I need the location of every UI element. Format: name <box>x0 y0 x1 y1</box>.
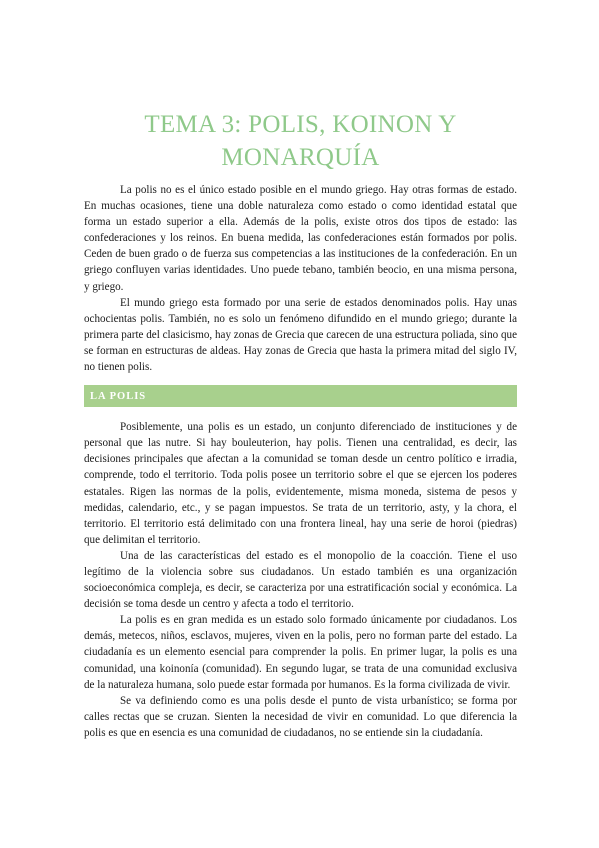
paragraph: Una de las características del estado es el monopolio de la coacción. Tiene el uso legítimo de la violencia sobre sus ciudadanos. Un estado también es una organización socioeconómica compleja, es decir, se caracteriza por una estratificación social y económica. La decisión se toma desde un centro y afecta a todo el territorio. <box>84 549 517 611</box>
page-title <box>84 108 517 174</box>
title-line-2: MONARQUÍA <box>221 144 380 171</box>
title-line-1: TEMA 3: POLIS, KOINON Y <box>144 111 457 138</box>
paragraph: La polis no es el único estado posible en el mundo griego. Hay otras formas de estado. En muchas ocasiones, tiene una doble naturaleza como estado o como identidad estatal que forma un estado superior a ella. Además de la polis, existe otros dos tipos de estado: las confederaciones y los reinos. En buena medida, las confederaciones están formados por polis. Ceden de buen grado o de fuerza sus competencias a las instituciones de la confederación. En un griego confluyen varias identidades. Uno puede tebano, también beocio, en una misma persona, y griego. <box>84 184 517 293</box>
section-body <box>84 419 517 741</box>
intro-body <box>84 182 517 375</box>
paragraph: Posiblemente, una polis es un estado, un conjunto diferenciado de instituciones y de personal que las nutre. Si hay bouleuterion, hay polis. Tienen una centralidad, es decir, las decisiones principales que afectan a la comunidad se toman desde un centro político e irradia, comprende, todo el territorio. Toda polis posee un territorio sobre el que se ejercen los poderes estatales. Rigen las normas de la polis, evidentemente, misma moneda, sistema de pesos y medidas, calendario, etc., y se pagan impuestos. Se trata de un territorio, asty, y la chora, el territorio. El territorio está delimitado con una frontera lineal, hay una serie de horoi (piedras) que delimitan el territorio. <box>84 421 517 546</box>
paragraph: Se va definiendo como es una polis desde el punto de vista urbanístico; se forma por calles rectas que se cruzan. Sienten la necesidad de vivir en comunidad. Lo que diferencia la polis es que en esencia es una comunidad de ciudadanos, no se entiende sin la ciudadanía. <box>84 694 517 739</box>
section-heading: LA POLIS <box>90 390 147 402</box>
paragraph: El mundo griego esta formado por una serie de estados denominados polis. Hay unas ochocientas polis. También, no es solo un fenómeno difundido en el mundo griego; durante la primera parte del clasicismo, hay zonas de Grecia que carecen de una estructura poliada, sino que se forman en estructuras de aldeas. Hay zonas de Grecia que hasta la primera mitad del siglo IV, no tienen polis. <box>84 296 517 374</box>
paragraph: La polis es en gran medida es un estado solo formado únicamente por ciudadanos. Los demás, metecos, niños, esclavos, mujeres, viven en la polis, pero no forman parte del estado. La ciudadanía es un elemento esencial para comprender la polis. En primer lugar, la polis es una comunidad, una koinonía (comunidad). En segundo lugar, se trata de una comunidad exclusiva de la naturaleza humana, solo puede estar formada por humanos. Es la forma civilizada de vivir. <box>84 614 517 691</box>
section-heading-bar <box>84 385 517 407</box>
